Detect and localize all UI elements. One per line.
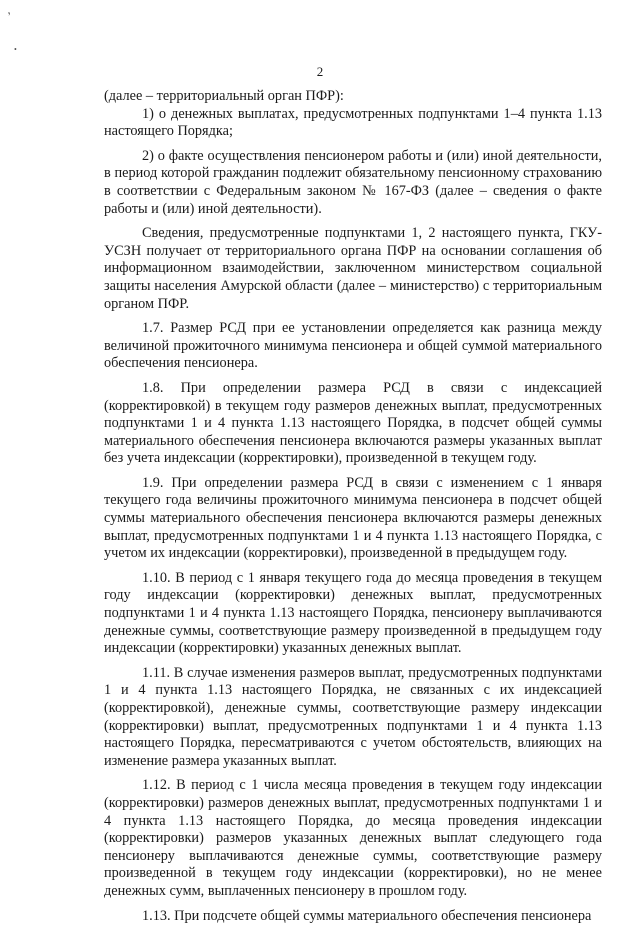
page-number: 2 [316, 64, 324, 79]
paragraph-item-1: 1) о денежных выплатах, предусмотренных подпунктами 1–4 пункта 1.13 настоящего Порядка; [104, 105, 602, 140]
paragraph-1-9: 1.9. При определении размера РСД в связи с изменением с 1 января текущего года величины прожиточного минимума пенсионера в подсчет общей суммы материального обеспечения пенсионера включаются размеры денежных выплат, предусмотренных подпунктами 1 и 4 пункта 1.13 настоящего Порядка, с учетом их индексации (корректировки), произведенной в предыдущем году. [104, 474, 602, 562]
paragraph-1-11: 1.11. В случае изменения размеров выплат, предусмотренных подпунктами 1 и 4 пункта 1.13 настоящего Порядка, не связанных с их индексацией (корректировкой), денежные суммы, соответствующие размеру индексации (корректировки) выплат, предусмотренных подпунктами 1 и 4 пункта 1.13 настоящего Порядка, пересматриваются с учетом обстоятельств, влияющих на изменение размера указанных выплат. [104, 664, 602, 769]
scan-artifact-dot: • [14, 45, 17, 54]
paragraph-1-12: 1.12. В период с 1 числа месяца проведения в текущем году индексации (корректировки) размеров денежных выплат, предусмотренных подпунктами 1 и 4 пункта 1.13 настоящего Порядка, до месяца проведения индексации (корректировки) размеров указанных денежных выплат следующего года пенсионеру выплачиваются денежные суммы, соответствующие размеру произведенной в текущем году индексации (корректировки), но не менее денежных сумм, выплаченных пенсионеру в прошлом году. [104, 777, 602, 899]
paragraph-item-2: 2) о факте осуществления пенсионером работы и (или) иной деятельности, в период которой гражданин подлежит обязательному пенсионному страхованию в соответствии с Федеральным законом № 167-ФЗ (далее – сведения о факте работы и (или) иной деятельности). [104, 147, 602, 217]
scan-artifact-mark: ʼ [5, 8, 15, 24]
paragraph-1-10: 1.10. В период с 1 января текущего года до месяца проведения в текущем году индексации (корректировки) денежных выплат, предусмотренных подпунктами 1 и 4 пункта 1.13 настоящего Порядка, пенсионеру выплачиваются денежные суммы, соответствующие размеру произведенной в предыдущем году индексации (корректировки) указанных денежных выплат. [104, 569, 602, 657]
paragraph-1-8: 1.8. При определении размера РСД в связи с индексацией (корректировкой) в текущем году размеров денежных выплат, предусмотренных подпунктами 1 и 4 пункта 1.13 настоящего Порядка, в подсчет общей суммы материального обеспечения пенсионера включаются размеры указанных выплат без учета индексации (корректировки), произведенной в текущем году. [104, 379, 602, 467]
paragraph-information-sources: Сведения, предусмотренные подпунктами 1, 2 настоящего пункта, ГКУ-УСЗН получает от территориального органа ПФР на основании соглашения об информационном взаимодействии, заключенном министерством социальной защиты населения Амурской области (далее – министерство) с территориальным органом ПФР. [104, 225, 602, 312]
paragraph-1-7: 1.7. Размер РСД при ее установлении определяется как разница между величиной прожиточного минимума пенсионера и общей суммой материального обеспечения пенсионера. [104, 320, 602, 372]
document-body [104, 88, 602, 925]
paragraph-1-13: 1.13. При подсчете общей суммы материального обеспечения пенсионера [142, 907, 592, 924]
paragraph-continuation: (далее – территориальный орган ПФР): [104, 88, 344, 104]
